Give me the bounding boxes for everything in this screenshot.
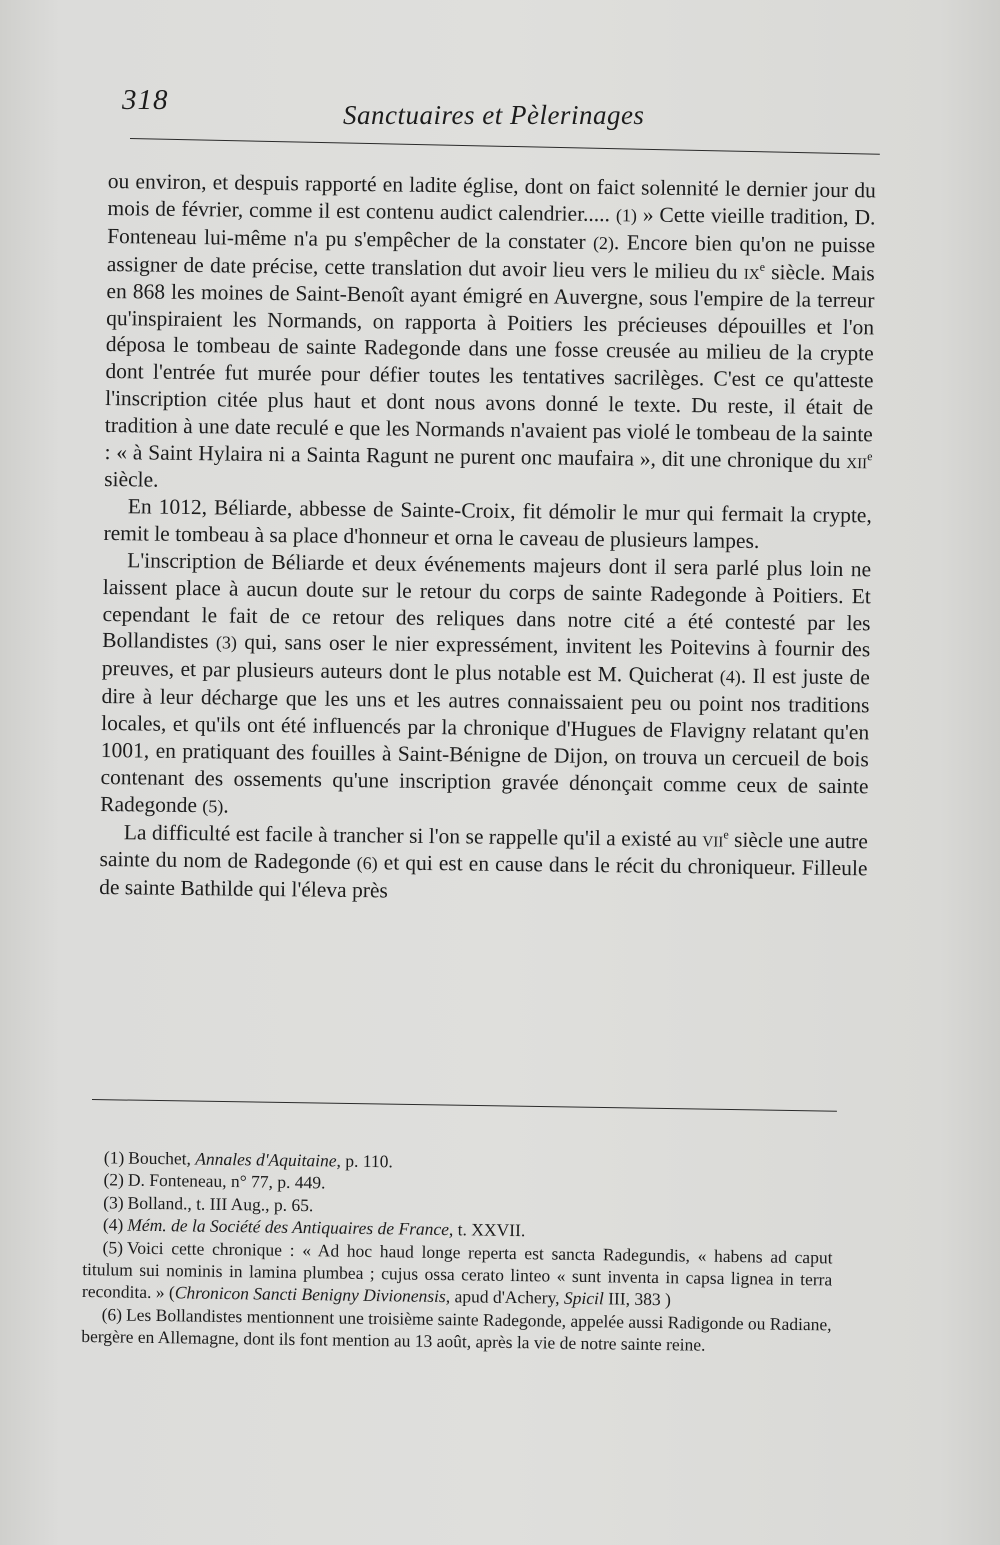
footnote-ref-4[interactable]: (4) (719, 666, 741, 688)
footnote-ref-6[interactable]: (6) (356, 852, 378, 874)
running-title: Sanctuaires et Pèlerinages (343, 100, 645, 130)
page-number: 318 (122, 84, 169, 116)
footnote-ref-2[interactable]: (2) (592, 232, 615, 253)
paragraph-2: En 1012, Béliarde, abbesse de Sainte-Croix, fit démolir le mur qui fermait la crypte, remit le tombeau à sa place d'honneur et orna le caveau de plusieurs lampes. (103, 494, 872, 553)
body-text (99, 168, 876, 910)
footnote-2: (2) D. Fonteneau, n° 77, p. 449. (103, 1169, 326, 1193)
footnote-rule (92, 1099, 837, 1112)
footnote-5: (5) Voici cette chronique : « Ad hoc haud longe reperta est sancta Radegundis, « habens ad caput titulum sui nominis in lamina plumbea ; cujus ossa cerato linteo « sunt inventa in capsa lignea in terra recondita. » (Chronicon Sancti Benigny Divionensis, apud d'Achery, Spicil III, 383 ) (81, 1236, 833, 1310)
paragraph-4: La difficulté est facile à trancher si l'on se rappelle qu'il a existé au vii$^e$ siècle une autre sainte du nom de Radegonde (6) et qui est en cause dans le récit du chroniqueur. Filleule de sainte Bathilde qui l'éleva près (99, 819, 868, 903)
paragraph-1: ou environ, et despuis rapporté en ladite église, dont on faict solennité le dernier jour du mois de février, comme il est contenu audict calendrier..... (1) » Cette vieille tradition, D. Fonteneau lui-même n'a pu s'empêcher de la constater (2). Encore bien qu'on ne puisse assigner de date précise, cette translation dut avoir lieu vers le milieu du $ix^e$ siècle. Mais en 868 les moines de Saint-Benoît ayant émigré en Auvergne, sous l'empire de la terreur qu'inspiraient les Normands, on rapporta à Poitiers les précieuses dépouilles et l'on déposa le tombeau de sainte Radegonde dans une fosse creusée au milieu de la crypte dont l'entrée fut murée pour défier toutes les tentatives sacrilèges. C'est ce qu'atteste l'inscription citée plus haut et dont nous avons donné le texte. Du reste, il était de tradition à une date reculé e que les Normands n'avaient pas violé le tombeau de la sainte : « à Saint Hylaira ni a Sainta Ragunt ne purent onc maufaira », dit une chronique du xii$^e$ siècle. (104, 168, 876, 492)
footnote-3: (3) Bolland., t. III Aug., p. 65. (103, 1192, 314, 1216)
footnote-4: (4) Mém. de la Société des Antiquaires de France, t. XXVII. (102, 1214, 526, 1241)
footnote-6: (6) Les Bollandistes mentionnent une troisième sainte Radegonde, appelée aussi Radigonde ou Radiane, bergère en Allemagne, dont ils font mention au 13 août, après la vie de notre sainte reine. (81, 1304, 832, 1355)
footnote-ref-3[interactable]: (3) (215, 632, 238, 654)
footnote-1: (1) Bouchet, Annales d'Aquitaine, p. 110. (103, 1147, 393, 1172)
footnotes (81, 1146, 834, 1358)
paragraph-3: L'inscription de Béliarde et deux événements majeurs dont il sera parlé plus loin ne laissent place à aucun doute sur le retour du corps de sainte Radegonde à Poitiers. Et cependant le fait de ce retour des reliques dans notre cité a été contesté par les Bollandistes (3) qui, sans oser le nier expressément, invitent les Poitevins à fournir des preuves, et par plusieurs auteurs dont le plus notable est M. Quicherat (4). Il est juste de dire à leur décharge que les uns et les autres connaissaient peu ou point nos traditions locales, et qu'ils ont été influencés par la chronique d'Hugues de Flavigny relatant qu'en 1001, en pratiquant des fouilles à Saint-Bénigne de Dijon, on trouva un cercueil de bois contenant des ossements qu'une inscription gravée dénonçait comme ceux de sainte Radegonde (5). (100, 547, 872, 818)
footnote-ref-1[interactable]: (1) (615, 205, 638, 226)
footnote-ref-5[interactable]: (5) (202, 796, 224, 817)
header-rule (130, 138, 880, 155)
